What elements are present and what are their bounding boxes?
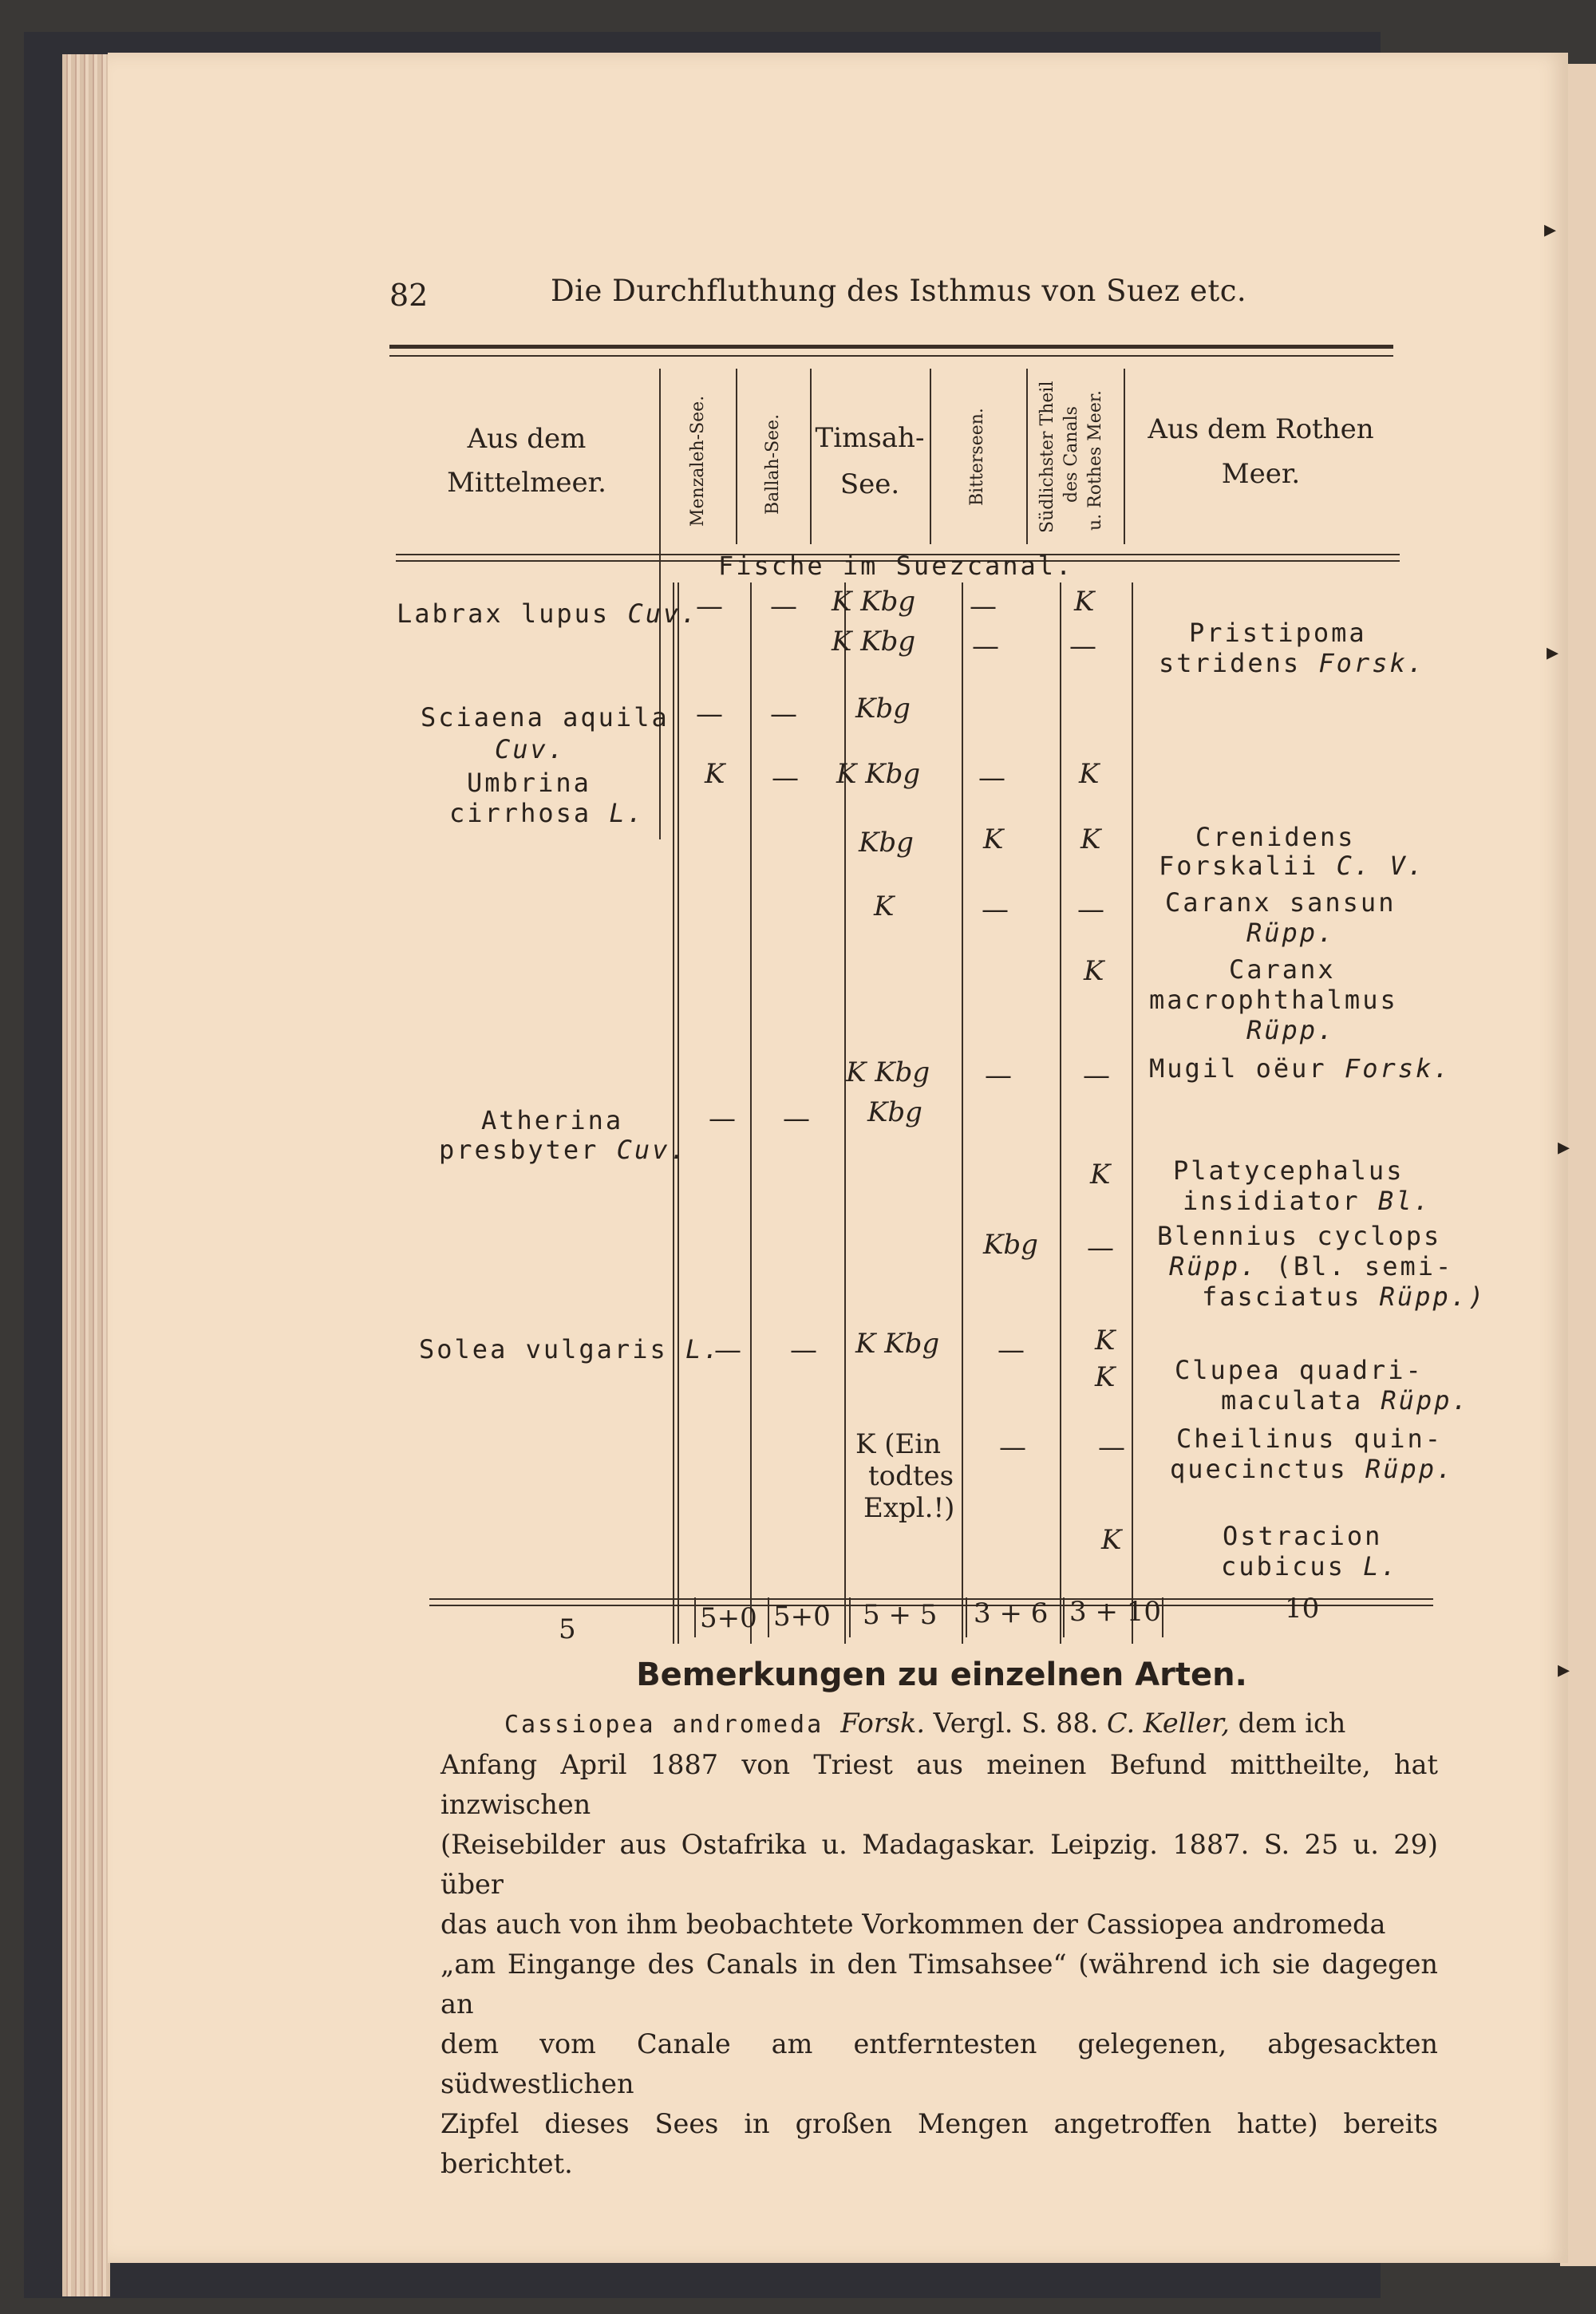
edge-mark: ▸ — [1544, 215, 1557, 243]
total-sep — [1162, 1597, 1163, 1637]
right-species-5: Mugil oëur Forsk. — [1149, 1053, 1452, 1084]
cell-dash: — — [1098, 1431, 1125, 1463]
right-species-3-author: Rüpp. — [1246, 918, 1336, 948]
right-species-3: Caranx sansun — [1165, 887, 1396, 918]
page-edges — [62, 54, 110, 2296]
cell-k: K — [1095, 1361, 1116, 1393]
total-sep — [966, 1597, 967, 1637]
cell-dash: — — [985, 1060, 1012, 1092]
table-top-rule-thin — [389, 355, 1393, 357]
total-timsah: 5 + 5 — [863, 1599, 938, 1631]
right-species-10: Ostracion — [1223, 1521, 1383, 1551]
cell-k: K — [1080, 823, 1101, 855]
cell-ein-3: Expl.!) — [863, 1492, 955, 1524]
cell-dash: — — [998, 1334, 1025, 1366]
cell-kbg: Kbg — [859, 827, 914, 859]
cell-k: K — [983, 823, 1004, 855]
total-ballah: 5+0 — [773, 1601, 831, 1633]
right-species-1b: stridens Forsk. — [1159, 648, 1425, 678]
cell-kbg: Kbg — [855, 693, 911, 725]
col-header-south-2: des Canals — [1061, 406, 1081, 503]
table-top-rule — [389, 345, 1393, 349]
col-header-ballah: Ballah-See. — [763, 413, 783, 515]
right-species-1: Pristipoma — [1189, 618, 1367, 648]
right-species-8b: maculata Rüpp. — [1221, 1385, 1470, 1416]
total-menzaleh: 5+0 — [700, 1602, 757, 1634]
col-line-4 — [930, 369, 931, 544]
col-header-timsah — [814, 415, 926, 507]
total-right: 10 — [1285, 1593, 1320, 1625]
cell-dash: — — [1083, 1060, 1110, 1092]
cell-dash: — — [999, 1431, 1026, 1463]
right-species-10b: cubicus L. — [1221, 1551, 1399, 1581]
remarks-line: „am Eingange des Canals in den Timsahsee“ (während ich sie dagegen an — [440, 1949, 1438, 2020]
cell-k: K — [1084, 955, 1104, 987]
col-header-south-3: u. Rothes Meer. — [1085, 390, 1105, 531]
remarks-line: (Reisebilder aus Ostafrika u. Madagaskar. Leipzig. 1887. S. 25 u. 29) über — [440, 1829, 1438, 1900]
total-sep — [768, 1597, 769, 1637]
cell-kkbg: K Kbg — [832, 626, 916, 657]
remarks-line: Zipfel dieses Sees in großen Mengen angetroffen hatte) bereits berichtet. — [440, 2108, 1438, 2179]
cell-kkbg: K Kbg — [846, 1056, 930, 1088]
cell-dash: — — [1087, 1232, 1114, 1264]
right-species-4-author: Rüpp. — [1246, 1015, 1336, 1045]
cell-dash: — — [978, 762, 1005, 794]
cell-dash: — — [790, 1334, 817, 1366]
cell-k: K — [874, 890, 895, 922]
col-header-left-1: Aus dem — [467, 423, 587, 455]
section-title: Fische im Suezcanal. — [718, 551, 1074, 581]
cell-k: K — [1101, 1524, 1122, 1556]
col-line-1b — [673, 582, 674, 1644]
cell-dash: — — [783, 1103, 810, 1135]
page-number: 82 — [389, 278, 429, 313]
left-species-3: Umbrina — [467, 768, 591, 798]
remarks-line: dem vom Canale am entferntesten gelegenen, abgesackten südwestlichen — [440, 2028, 1438, 2099]
cell-kbg: Kbg — [867, 1096, 922, 1128]
col-header-south-1: Südlichster Theil — [1037, 381, 1057, 533]
cell-kkbg: K Kbg — [836, 758, 921, 790]
right-species-6: Platycephalus — [1173, 1155, 1404, 1186]
right-species-8: Clupea quadri- — [1175, 1355, 1424, 1385]
total-left: 5 — [559, 1613, 576, 1645]
col-line-3b — [844, 582, 846, 1644]
right-species-9: Cheilinus quin- — [1176, 1424, 1443, 1454]
cell-dash: — — [770, 698, 797, 730]
left-species-2-author: Cuv. — [495, 734, 567, 764]
col-line-2 — [736, 369, 737, 544]
timsah-label: Timsah-See. — [815, 422, 925, 500]
total-sep — [694, 1597, 696, 1637]
right-species-2b: Forskalii C. V. — [1159, 851, 1425, 881]
right-species-4b: macrophthalmus — [1149, 985, 1398, 1015]
cell-dash: — — [1069, 630, 1096, 662]
cell-ein-1: K (Ein — [855, 1428, 942, 1460]
total-bitter: 3 + 6 — [974, 1597, 1049, 1629]
cell-k: K — [1090, 1159, 1111, 1191]
col-line-6 — [1124, 369, 1125, 544]
left-species-5: Solea vulgaris L. — [419, 1334, 721, 1364]
cell-dash: — — [714, 1334, 741, 1366]
left-species-3b: cirrhosa L. — [449, 798, 645, 828]
col-header-bitter: Bitterseen. — [967, 408, 987, 506]
cell-dash: — — [1077, 894, 1104, 926]
col-line-5b — [1060, 582, 1061, 1644]
cell-dash: — — [696, 590, 723, 622]
right-species-6b: insidiator Bl. — [1183, 1186, 1432, 1216]
cell-dash: — — [772, 762, 799, 794]
cell-k: K — [1095, 1325, 1116, 1356]
col-header-menzaleh: Menzaleh-See. — [688, 395, 708, 527]
left-species-4: Atherina — [481, 1105, 624, 1135]
cell-kkbg: K Kbg — [855, 1328, 940, 1360]
total-south: 3 + 10 — [1069, 1596, 1161, 1628]
cell-kkbg: K Kbg — [832, 586, 916, 618]
cell-dash: — — [696, 698, 723, 730]
edge-mark: ▸ — [1558, 1656, 1570, 1684]
right-species-7c: fasciatus Rüpp.) — [1202, 1281, 1487, 1312]
total-sep — [1063, 1597, 1065, 1637]
left-species-4b: presbyter Cuv. — [439, 1135, 688, 1165]
left-species-2: Sciaena aquila — [421, 702, 670, 733]
edge-mark: ▸ — [1558, 1133, 1570, 1161]
right-species-2: Crenidens — [1195, 822, 1356, 852]
remarks-line-1: Cassiopea andromeda Forsk. Vergl. S. 88. C. Keller, dem ich — [504, 1708, 1346, 1739]
col-header-right — [1133, 407, 1389, 496]
cell-dash: — — [709, 1103, 736, 1135]
remarks-line: Anfang April 1887 von Triest aus meinen Befund mittheilte, hat inzwischen — [440, 1749, 1438, 1820]
running-title: Die Durchfluthung des Isthmus von Suez etc. — [551, 274, 1247, 308]
cell-dash: — — [982, 894, 1009, 926]
right-header-label: Aus dem Rothen Meer. — [1148, 413, 1374, 490]
col-line-6b — [1132, 582, 1133, 1644]
cell-k: K — [1079, 758, 1100, 790]
col-header-left-2: Mittelmeer. — [447, 467, 606, 499]
remarks-paragraph — [440, 1704, 1438, 2184]
cell-kbg: Kbg — [983, 1229, 1038, 1261]
right-species-7: Blennius cyclops — [1157, 1221, 1442, 1251]
right-species-9b: quecinctus Rüpp. — [1170, 1454, 1455, 1484]
remarks-line: das auch von ihm beobachtete Vorkommen der Cassiopea andromeda — [440, 1909, 1386, 1940]
col-line-2b — [750, 582, 752, 1644]
cell-dash: — — [770, 590, 797, 622]
edge-mark: ▸ — [1547, 638, 1559, 666]
remarks-heading: Bemerkungen zu einzelnen Arten. — [636, 1657, 1247, 1693]
cell-dash: — — [970, 590, 997, 622]
right-species-7b: Rüpp. (Bl. semi- — [1169, 1251, 1454, 1281]
col-line-3 — [810, 369, 812, 544]
col-line-4b — [962, 582, 963, 1644]
col-line-1c — [678, 582, 679, 1644]
cell-dash: — — [972, 630, 999, 662]
cell-k: K — [1074, 586, 1095, 618]
right-species-4: Caranx — [1229, 954, 1336, 985]
total-sep — [849, 1597, 851, 1637]
cell-k: K — [705, 758, 725, 790]
left-species-1: Labrax lupus Cuv. — [397, 598, 699, 629]
cell-ein-2: todtes — [868, 1460, 954, 1492]
col-line-5 — [1026, 369, 1028, 544]
